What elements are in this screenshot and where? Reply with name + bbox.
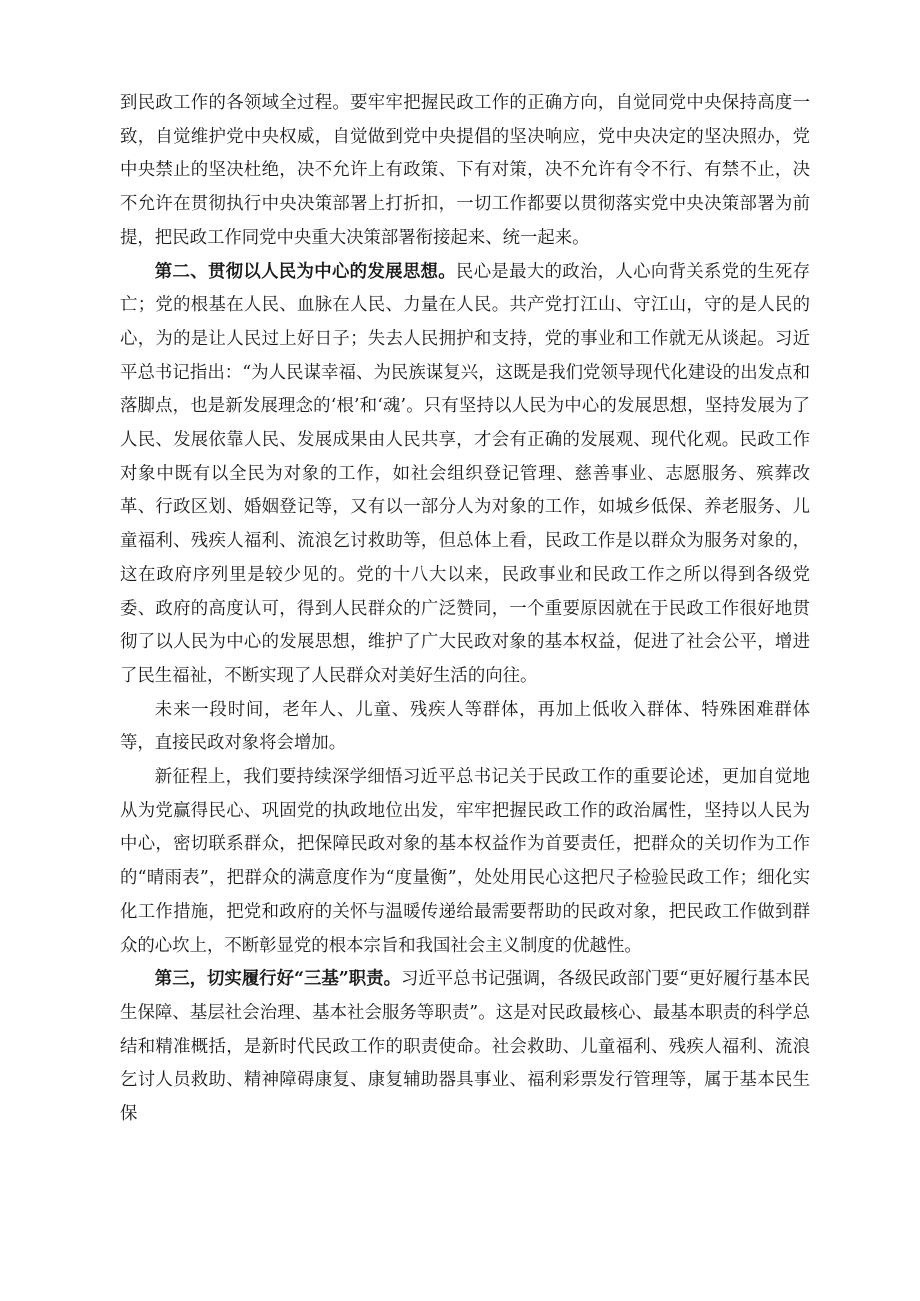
paragraph-text: 习近平总书记强调，各级民政部门要“更好履行基本民生保障、基层社会治理、基本社会服务等职责”。这是对民政最核心、最基本职责的科学总结和精准概括，是新时代民政工作的职责使命。社会救助、儿童福利、残疾人福利、流浪乞讨人员救助、精神障碍康复、康复辅助器具事业、福利彩票发行管理等，属于基本民生保 xyxy=(120,969,810,1125)
paragraph-text: 未来一段时间，老年人、儿童、残疾人等群体，再加上低收入群体、特殊困难群体等，直接民政对象将会增加。 xyxy=(120,699,810,754)
paragraph-future-outlook xyxy=(120,694,810,761)
paragraph-text: 民心是最大的政治，人心向背关系党的生死存亡；党的根基在人民、血脉在人民、力量在人民。共产党打江山、守江山，守的是人民的心，为的是让人民过上好日子；失去人民拥护和支持，党的事业和工作就无从谈起。习近平总书记指出：“为人民谋幸福、为民族谋复兴，这既是我们党领导现代化建设的出发点和落脚点，也是新发展理念的‘根’和‘魂’。只有坚持以人民为中心的发展思想，坚持发展为了人民、发展依靠人民、发展成果由人民共享，才会有正确的发展观、现代化观。民政工作对象中既有以全民为对象的工作，如社会组织登记管理、慈善事业、志愿服务、殡葬改革、行政区划、婚姻登记等，又有以一部分人为对象的工作，如城乡低保、养老服务、儿童福利、残疾人福利、流浪乞讨救助等，但总体上看，民政工作是以群众为服务对象的，这在政府序列里是较少见的。党的十八大以来，民政事业和民政工作之所以得到各级党委、政府的高度认可，得到人民群众的广泛赞同，一个重要原因就在于民政工作很好地贯彻了以人民为中心的发展思想，维护了广大民政对象的基本权益，促进了社会公平，增进了民生福祉，不断实现了人民群众对美好生活的向往。 xyxy=(120,261,810,686)
paragraph-second-point xyxy=(120,256,810,694)
paragraph-heading: 第三，切实履行好“三基”职责。 xyxy=(154,969,401,990)
paragraph-text: 到民政工作的各领域全过程。要牢牢把握民政工作的正确方向，自觉同党中央保持高度一致，自觉维护党中央权威，自觉做到党中央提倡的坚决响应，党中央决定的坚决照办，党中央禁止的坚决杜绝，决不允许上有政策、下有对策，决不允许有令不行、有禁不止，决不允许在贯彻执行中央决策部署上打折扣，一切工作都要以贯彻落实党中央决策部署为前提，把民政工作同党中央重大决策部署衔接起来、统一起来。 xyxy=(120,93,810,248)
paragraph-new-journey xyxy=(120,761,810,963)
document-body xyxy=(120,87,810,1132)
paragraph-continuation xyxy=(120,87,810,256)
paragraph-third-point xyxy=(120,963,810,1132)
paragraph-heading: 第二、贯彻以人民为中心的发展思想。 xyxy=(154,261,456,282)
paragraph-text: 新征程上，我们要持续深学细悟习近平总书记关于民政工作的重要论述，更加自觉地从为党赢得民心、巩固党的执政地位出发，牢牢把握民政工作的政治属性，坚持以人民为中心，密切联系群众，把保障民政对象的基本权益作为首要责任，把群众的关切作为工作的“晴雨表”，把群众的满意度作为“度量衡”，处处用民心这把尺子检验民政工作；细化实化工作措施，把党和政府的关怀与温暖传递给最需要帮助的民政对象，把民政工作做到群众的心坎上，不断彰显党的根本宗旨和我国社会主义制度的优越性。 xyxy=(120,767,810,956)
